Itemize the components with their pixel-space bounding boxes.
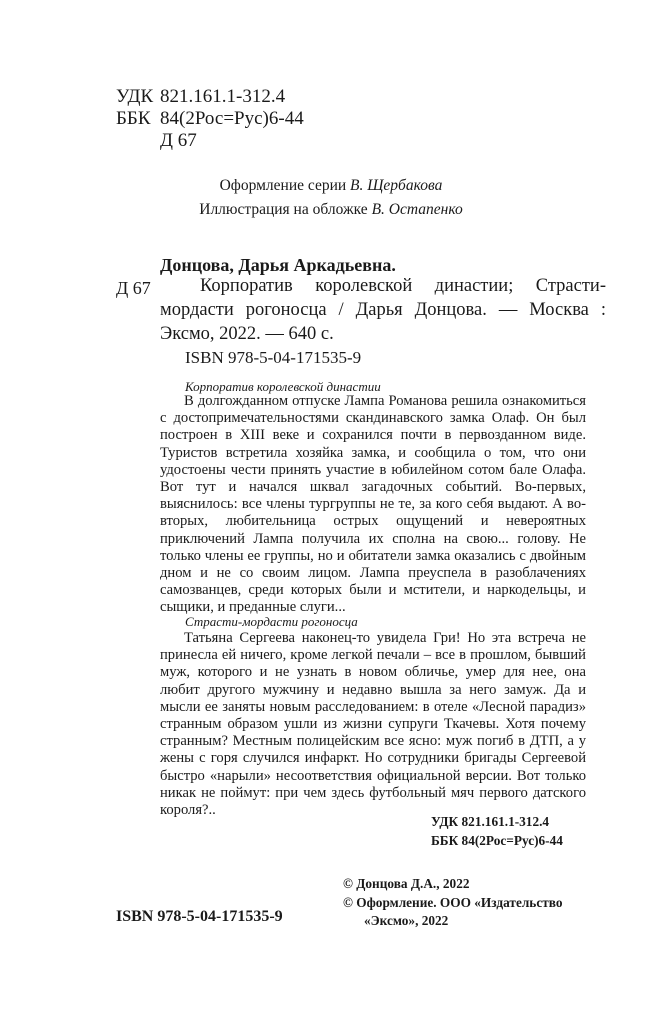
bbk-value: 84(2Рос=Рус)6-44 <box>160 108 304 129</box>
author-sign-line <box>116 130 197 152</box>
udk-label: УДК <box>116 86 154 107</box>
annotation-text-1: В долгожданном отпуске Лампа Романова решила ознакомиться с достопримечательностями скандинавского замка Олаф. Он был построен в XIII веке и сохранился почти в первозданном виде. Туристов встретила хозяйка замка, и сообщила о том, что они удостоены чести принять участие в юбилейном сотом бале Олафа. Вот тут и начался шквал загадочных событий. Во-первых, выяснилось: все члены тургруппы не те, за кого себя выдают. А во-вторых, любительница острых ощущений и невероятных приключений Лампа получила их сполна на свою... голову. Не только члены ее группы, но и обитатели замка оказались с двойным дном и не со своим лицом. Лампа преуспела в разоблачениях самозванцев, среди которых были и мстители, и наркодельцы, и сыщики, и преданные слуги... <box>160 393 586 616</box>
copyright-design: © Оформление. ООО «Издательство <box>343 895 563 910</box>
series-design-name: В. Щербакова <box>350 177 443 194</box>
udk-value: 821.161.1-312.4 <box>160 86 286 107</box>
bbk-label: ББК <box>116 108 151 129</box>
record-description: Корпоратив королевской династии; Страсти-мордасти рогоносца / Дарья Донцова. — Москва : Эксмо, 2022. — 640 с. <box>160 276 606 344</box>
bottom-udk: УДК 821.161.1-312.4 <box>431 814 550 829</box>
annotation-text-2: Татьяна Сергеева наконец-то увидела Гри! Но эта встреча не принесла ей ничего, кроме легкой печали – все в прошлом, бывший муж, которого и не узнать в новом обличье, умер для нее, она любит другого мужчину и недавно вышла за него замуж. Да и мысли ее заняты новым расследованием: в отеле «Лесной парадиз» странным образом ушли из жизни супруги Ткачевы. Хотя почему странным? Местным полицейским все ясно: муж погиб в ДТП, а у жены с горя случился инфаркт. Но сотрудники бригады Сергеевой быстро «нарыли» несоответствия официальной версии. Вот только никак не поймут: при чем здесь футбольный мяч первого датского короля?.. <box>160 630 586 819</box>
udk-line <box>116 86 285 108</box>
cover-illustration-credit <box>0 201 662 219</box>
record-isbn: ISBN 978-5-04-171535-9 <box>185 348 362 367</box>
bottom-bbk: ББК 84(2Рос=Рус)6-44 <box>431 833 563 848</box>
record-author-sign: Д 67 <box>116 278 151 298</box>
annotation-title-2: Страсти-мордасти рогоносца <box>185 614 358 629</box>
cover-illustration-label: Иллюстрация на обложке <box>199 201 368 218</box>
copyright-author: © Донцова Д.А., 2022 <box>343 876 470 891</box>
series-design-label: Оформление серии <box>219 177 347 194</box>
copyright-publisher: «Эксмо», 2022 <box>364 913 449 928</box>
bottom-isbn: ISBN 978-5-04-171535-9 <box>116 908 283 925</box>
annotation-title-1: Корпоратив королевской династии <box>185 379 381 394</box>
record-author: Донцова, Дарья Аркадьевна. <box>160 255 396 275</box>
author-sign-value: Д 67 <box>160 130 197 151</box>
bbk-line <box>116 108 304 130</box>
cover-illustration-name: В. Остапенко <box>371 201 463 218</box>
series-design-credit <box>0 177 662 195</box>
